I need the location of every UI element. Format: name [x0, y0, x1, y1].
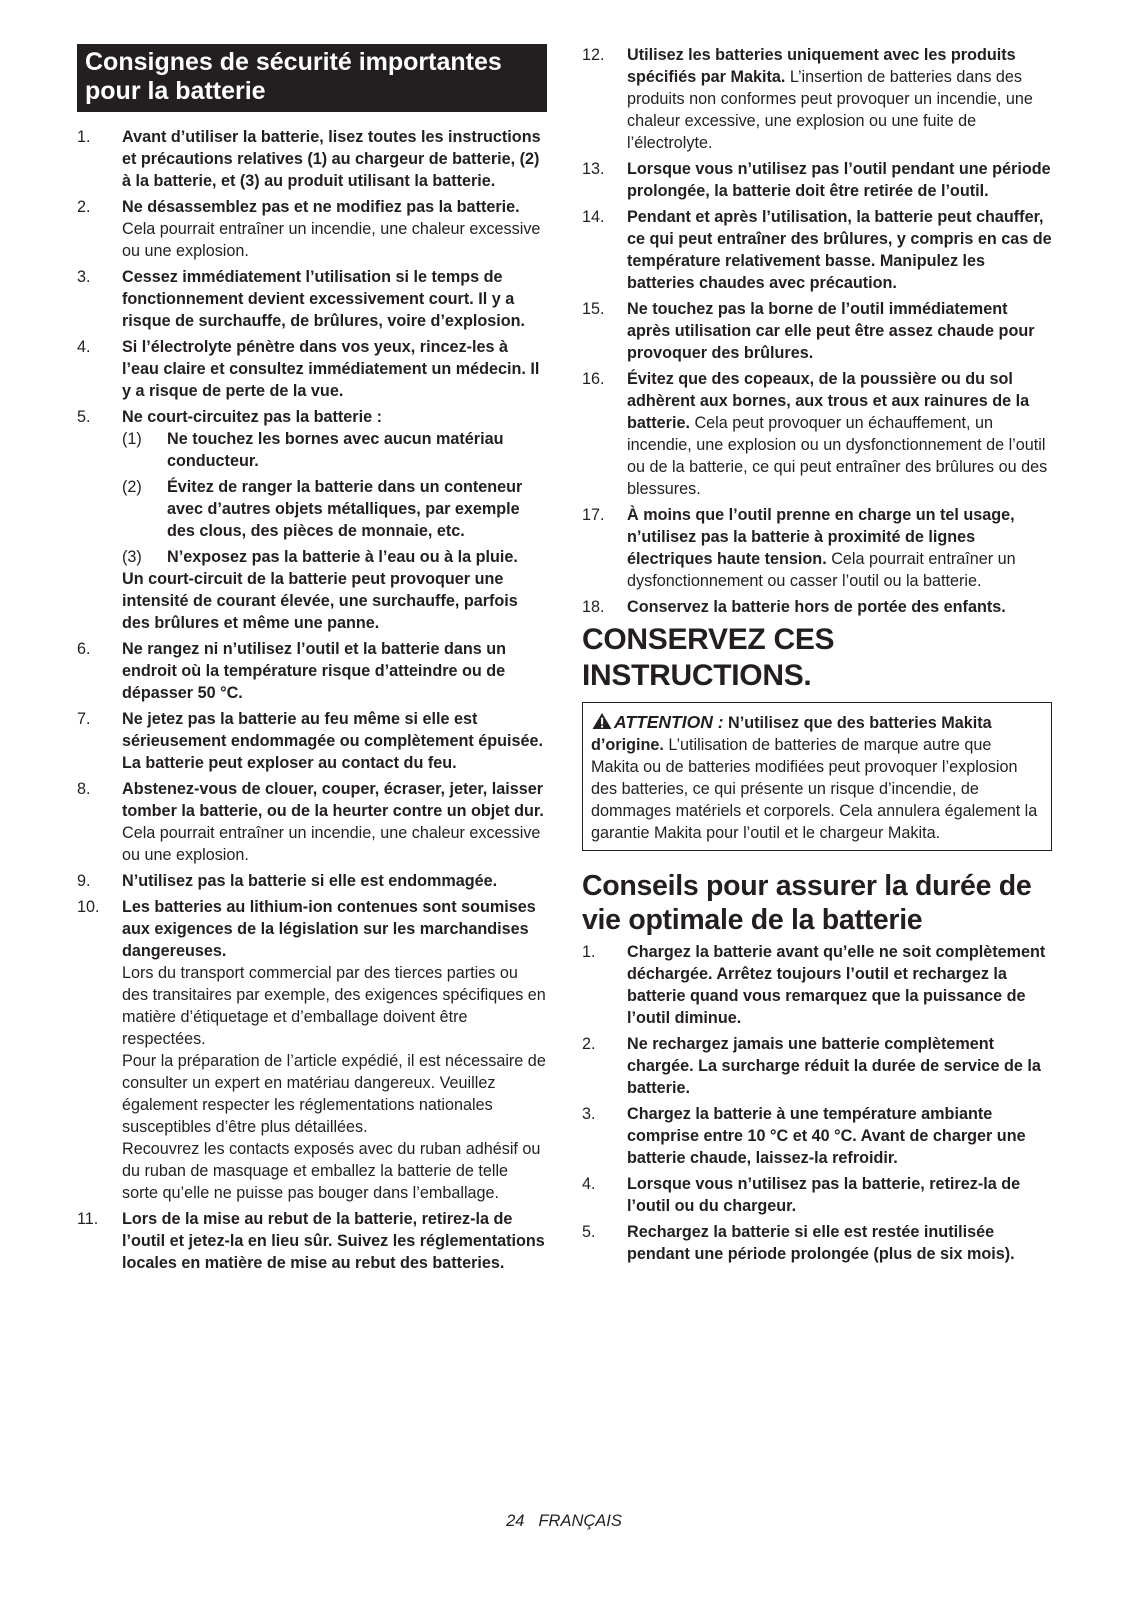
warning-triangle-icon	[591, 712, 613, 730]
list-item	[77, 126, 547, 192]
list-item	[582, 44, 1052, 154]
list-item	[582, 298, 1052, 364]
item-bold-text: Ne jetez pas la batterie au feu même si elle est sérieusement endommagée ou complètement épuisée. La batterie peut exploser au contact du feu.	[122, 710, 544, 772]
item-number: 11.	[77, 1210, 99, 1228]
save-instructions-title	[582, 622, 1052, 694]
list-item	[77, 778, 547, 866]
list-item	[77, 870, 547, 892]
item-bold-text: Ne rangez ni n’utilisez l’outil et la batterie dans un endroit où la température risque d’atteindre ou de dépasser 50 °C.	[122, 640, 507, 702]
list-item	[582, 158, 1052, 202]
item-text: Cela peut provoquer un échauffement, un incendie, une explosion ou un dysfonctionnement de l’outil ou de la batterie, ce qui peut entraîner des brûlures ou des blessures.	[627, 414, 1048, 498]
page-number: 24	[506, 1512, 525, 1530]
item-bold-text: Ne court-circuitez pas la batterie :	[122, 408, 382, 426]
item-number: 4.	[77, 338, 91, 356]
list-item	[77, 708, 547, 774]
sub-item-number: (1)	[122, 430, 142, 448]
item-bold-text: Cessez immédiatement l’utilisation si le temps de fonctionnement devient excessivement court. Il y a risque de surchauffe, de brûlures, voire d’explosion.	[122, 268, 525, 330]
battery-life-tips-heading: Conseils pour assurer la durée de vie optimale de la batterie	[582, 870, 1032, 936]
list-item	[582, 206, 1052, 294]
sub-item-text: Évitez de ranger la batterie dans un conteneur avec d’autres objets métalliques, par exemple des clous, des pièces de monnaie, etc.	[167, 478, 523, 540]
item-number: 2.	[582, 1035, 596, 1053]
item-bold-text: Utilisez les batteries uniquement avec les produits spécifiés par Makita.	[627, 46, 1016, 86]
item-number: 17.	[582, 506, 605, 524]
item-bold-text: Lorsque vous n’utilisez pas la batterie, retirez-la de l’outil ou du chargeur.	[627, 1175, 1021, 1215]
item-paragraph: Pour la préparation de l’article expédié, il est nécessaire de consulter un expert en matériau dangereux. Veuillez également respecter les réglementations nationales susceptibles d’être plus détaillées.	[122, 1052, 546, 1136]
item-number: 1.	[582, 943, 596, 961]
item-number: 6.	[77, 640, 91, 658]
list-item	[77, 1208, 547, 1274]
list-item	[77, 196, 547, 262]
item-bold-text: Conservez la batterie hors de portée des enfants.	[627, 598, 1006, 616]
item-number: 16.	[582, 370, 605, 388]
battery-safety-list	[77, 126, 547, 1274]
sub-item-text: Ne touchez les bornes avec aucun matériau conducteur.	[167, 430, 504, 470]
list-item	[582, 1103, 1052, 1169]
list-item	[77, 896, 547, 1204]
page-language: FRANÇAIS	[538, 1512, 622, 1530]
item-number: 7.	[77, 710, 91, 728]
sub-item-number: (3)	[122, 548, 142, 566]
item-number: 3.	[582, 1105, 596, 1123]
short-circuit-note: Un court-circuit de la batterie peut provoquer une intensité de courant élevée, une surchauffe, parfois des brûlures et même une panne.	[122, 570, 518, 632]
item-paragraph: Recouvrez les contacts exposés avec du ruban adhésif ou du ruban de masquage et emballez la batterie de telle sorte qu’elle ne puisse pas bouger dans l’emballage.	[122, 1140, 541, 1202]
item-number: 5.	[582, 1223, 596, 1241]
item-number: 5.	[77, 408, 91, 426]
item-bold-text: Avant d’utiliser la batterie, lisez toutes les instructions et précautions relatives (1) au chargeur de batterie, (2) à la batterie, et (3) au produit utilisant la batterie.	[122, 128, 541, 190]
list-item	[582, 504, 1052, 592]
item-number: 1.	[77, 128, 91, 146]
item-bold-text: N’utilisez pas la batterie si elle est endommagée.	[122, 872, 498, 890]
attention-box	[582, 702, 1052, 851]
item-bold-text: Abstenez-vous de clouer, couper, écraser, jeter, laisser tomber la batterie, ou de la heurter contre un objet dur.	[122, 780, 544, 820]
left-column	[77, 44, 547, 1278]
item-bold-text: Lorsque vous n’utilisez pas l’outil pendant une période prolongée, la batterie doit être retirée de l’outil.	[627, 160, 1051, 200]
list-item	[582, 368, 1052, 500]
item-text: Cela pourrait entraîner un dysfonctionnement ou casser l’outil ou la batterie.	[627, 550, 1016, 590]
item-bold-text: Si l’électrolyte pénètre dans vos yeux, rincez-les à l’eau claire et consultez immédiatement un médecin. Il y a risque de perte de la vue.	[122, 338, 540, 400]
item-bold-text: Rechargez la batterie si elle est restée inutilisée pendant une période prolongée (plus de six mois).	[627, 1223, 1015, 1263]
item-bold-text: Chargez la batterie à une température ambiante comprise entre 10 °C et 40 °C. Avant de charger une batterie chaude, laissez-la refroidir.	[627, 1105, 1026, 1167]
right-column	[582, 44, 1052, 1269]
short-circuit-sublist	[122, 428, 547, 568]
list-item	[582, 1221, 1052, 1265]
sub-item-text: N’exposez pas la batterie à l’eau ou à la pluie.	[167, 548, 518, 566]
item-bold-text: Chargez la batterie avant qu’elle ne soit complètement déchargée. Arrêtez toujours l’outil et rechargez la batterie quand vous remarquez que la puissance de l’outil diminue.	[627, 943, 1046, 1027]
item-text: Cela pourrait entraîner un incendie, une chaleur excessive ou une explosion.	[122, 220, 541, 260]
item-number: 4.	[582, 1175, 596, 1193]
battery-safety-list-continued	[582, 44, 1052, 618]
save-instructions-title-line: INSTRUCTIONS.	[582, 659, 812, 692]
item-number: 9.	[77, 872, 91, 890]
item-number: 10.	[77, 898, 100, 916]
item-bold-text: Ne touchez pas la borne de l’outil immédiatement après utilisation car elle peut être assez chaude pour provoquer des brûlures.	[627, 300, 1035, 362]
item-text: L’insertion de batteries dans des produits non conformes peut provoquer un incendie, une chaleur excessive, une explosion ou une fuite de l’électrolyte.	[627, 68, 1033, 152]
item-number: 18.	[582, 598, 605, 616]
attention-text: L’utilisation de batteries de marque autre que Makita ou de batteries modifiées peut provoquer l’explosion des batteries, ce qui présente un risque d’incendie, de dommages matériels et corporels. Cela annulera également la garantie Makita pour l’outil et le chargeur Makita.	[591, 736, 1038, 842]
page-footer	[0, 1512, 1128, 1531]
list-item	[582, 1173, 1052, 1217]
item-number: 15.	[582, 300, 605, 318]
attention-label: ATTENTION :	[614, 712, 724, 732]
item-number: 8.	[77, 780, 91, 798]
sub-list-item	[122, 476, 547, 542]
sub-list-item	[122, 546, 547, 568]
battery-safety-heading: Consignes de sécurité importantes pour la batterie	[77, 44, 547, 112]
item-number: 13.	[582, 160, 605, 178]
list-item	[582, 596, 1052, 618]
item-paragraph: Lors du transport commercial par des tierces parties ou des transitaires par exemple, des exigences spécifiques en matière d’étiquetage et d’emballage doivent être respectées.	[122, 964, 546, 1048]
list-item	[77, 638, 547, 704]
item-number: 12.	[582, 46, 605, 64]
list-item	[77, 406, 547, 634]
list-item	[582, 1033, 1052, 1099]
attention-bold-text: N’utilisez que des batteries Makita d’origine.	[591, 714, 992, 754]
item-bold-text: Ne rechargez jamais une batterie complètement chargée. La surcharge réduit la durée de service de la batterie.	[627, 1035, 1041, 1097]
item-bold-text: Pendant et après l’utilisation, la batterie peut chauffer, ce qui peut entraîner des brûlures, y compris en cas de température relativement basse. Manipulez les batteries chaudes avec précaution.	[627, 208, 1052, 292]
item-bold-text: À moins que l’outil prenne en charge un tel usage, n’utilisez pas la batterie à proximité de lignes électriques haute tension.	[627, 506, 1015, 568]
item-bold-text: Évitez que des copeaux, de la poussière ou du sol adhèrent aux bornes, aux trous et aux rainures de la batterie.	[627, 370, 1030, 432]
sub-item-number: (2)	[122, 478, 142, 496]
list-item	[77, 336, 547, 402]
list-item	[77, 266, 547, 332]
sub-list-item	[122, 428, 547, 472]
item-bold-text: Ne désassemblez pas et ne modifiez pas la batterie.	[122, 198, 520, 216]
save-instructions-title-line: CONSERVEZ CES	[582, 623, 835, 656]
item-number: 2.	[77, 198, 91, 216]
item-bold-text: Lors de la mise au rebut de la batterie, retirez-la de l’outil et jetez-la en lieu sûr. Suivez les réglementations locales en matière de mise au rebut des batteries.	[122, 1210, 545, 1272]
item-bold-text: Les batteries au lithium-ion contenues sont soumises aux exigences de la législation sur les marchandises dangereuses.	[122, 898, 536, 960]
item-number: 14.	[582, 208, 605, 226]
battery-life-tips-list	[582, 941, 1052, 1265]
item-number: 3.	[77, 268, 91, 286]
list-item	[582, 941, 1052, 1029]
item-text: Cela pourrait entraîner un incendie, une chaleur excessive ou une explosion.	[122, 824, 541, 864]
